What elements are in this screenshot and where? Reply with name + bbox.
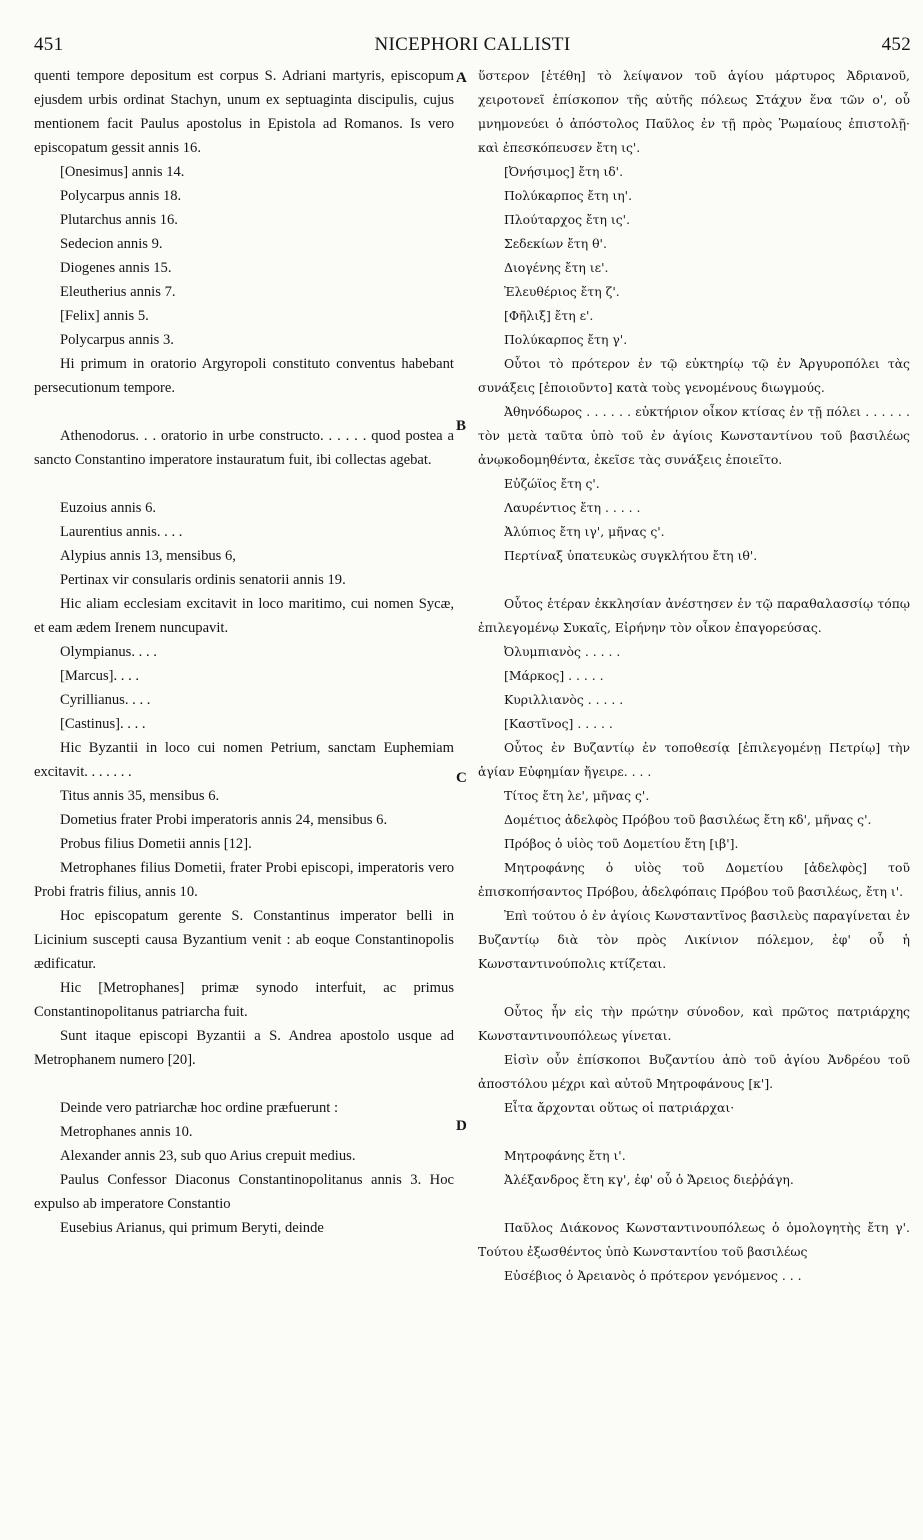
latin-paragraph: Alypius annis 13, mensibus 6, bbox=[60, 548, 236, 564]
latin-paragraph: [Felix] annis 5. bbox=[60, 308, 149, 324]
margin-letter-b: B bbox=[456, 418, 467, 434]
greek-paragraph: Δομέτιος ἀδελφὸς Πρόβου τοῦ βασιλέως ἔτη κδ', μῆνας ς'. bbox=[504, 812, 872, 827]
greek-paragraph: Πολύκαρπος ἔτη ιη'. bbox=[504, 188, 633, 203]
greek-paragraph: Ἀλέξανδρος ἔτη κγ', ἐφ' οὗ ὁ Ἄρειος διεῤῥάγη. bbox=[504, 1172, 794, 1187]
latin-paragraph: [Castinus]. . . . bbox=[60, 716, 146, 732]
greek-paragraph: Ἀλύπιος ἔτη ιγ', μῆνας ς'. bbox=[504, 524, 665, 539]
paragraph-gap bbox=[478, 1120, 910, 1144]
page-header bbox=[34, 34, 911, 62]
margin-letter-a: A bbox=[456, 70, 467, 86]
latin-column bbox=[34, 64, 454, 1520]
latin-paragraph: Eusebius Arianus, qui primum Beryti, deinde bbox=[60, 1220, 324, 1236]
greek-column bbox=[478, 64, 910, 1520]
greek-paragraph: Παῦλος Διάκονος Κωνσταντινουπόλεως ὁ ὁμολογητὴς ἔτη γ'. Τούτου ἐξωσθέντος ὑπὸ Κωνσταντίου τοῦ βασιλέως bbox=[478, 1220, 910, 1259]
greek-paragraph: Ἀθηνόδωρος . . . . . . εὐκτήριον οἶκον κτίσας ἐν τῇ πόλει . . . . . . τὸν μετὰ ταῦτα ὑπὸ τοῦ ἐν ἁγίοις Κωνσταντίνου τοῦ βασιλέως ἀνῳκοδομηθέντα, ἐκεῖσε τὰς συνάξεις ἐποιεῖτο. bbox=[478, 404, 910, 467]
greek-paragraph: [Ὀνήσιμος] ἔτη ιδ'. bbox=[504, 164, 624, 179]
greek-paragraph: Ὀλυμπιανὸς . . . . . bbox=[504, 644, 621, 659]
latin-paragraph: Alexander annis 23, sub quo Arius crepuit medius. bbox=[60, 1148, 356, 1164]
latin-paragraph: Hi primum in oratorio Argyropoli constituto conventus habebant persecutionum tempore. bbox=[34, 356, 454, 396]
greek-paragraph: Λαυρέντιος ἔτη . . . . . bbox=[504, 500, 641, 515]
latin-paragraph: Pertinax vir consularis ordinis senatorii annis 19. bbox=[60, 572, 346, 588]
latin-paragraph: Hic aliam ecclesiam excitavit in loco maritimo, cui nomen Sycæ, et eam ædem Irenem nuncupavit. bbox=[34, 596, 454, 636]
latin-paragraph: Cyrillianus. . . . bbox=[60, 692, 151, 708]
paragraph-gap bbox=[34, 1072, 454, 1096]
greek-paragraph: Εὐζώϊος ἔτη ς'. bbox=[504, 476, 600, 491]
latin-paragraph: Plutarchus annis 16. bbox=[60, 212, 178, 228]
running-title: NICEPHORI CALLISTI bbox=[374, 34, 571, 55]
latin-paragraph: Dometius frater Probi imperatoris annis 24, mensibus 6. bbox=[60, 812, 388, 828]
paragraph-gap bbox=[34, 472, 454, 496]
greek-paragraph: Μητροφάνης ἔτη ι'. bbox=[504, 1148, 626, 1163]
latin-paragraph: Eleutherius annis 7. bbox=[60, 284, 176, 300]
latin-paragraph: Laurentius annis. . . . bbox=[60, 524, 183, 540]
greek-paragraph: Οὗτοι τὸ πρότερον ἐν τῷ εὐκτηρίῳ τῷ ἐν Ἀργυροπόλει τὰς συνάξεις [ἐποιοῦντο] κατὰ τοὺς γενομένους διωγμούς. bbox=[478, 356, 910, 395]
latin-paragraph: Athenodorus. . . oratorio in urbe constructo. . . . . . quod postea a sancto Constantino imperatore instauratum fuit, ibi collectas agebat. bbox=[34, 428, 454, 468]
greek-paragraph: [Καστῖνος] . . . . . bbox=[504, 716, 613, 731]
latin-paragraph: Hic [Metrophanes] primæ synodo interfuit, ac primus Constantinopolitanus patriarcha fuit. bbox=[34, 980, 454, 1020]
latin-paragraph: Olympianus. . . . bbox=[60, 644, 157, 660]
latin-paragraph: Hoc episcopatum gerente S. Constantinus imperator belli in Licinium suscepti causa Byzantium venit : ab eoque Constantinopolis ædificatur. bbox=[34, 908, 454, 972]
latin-paragraph: [Onesimus] annis 14. bbox=[60, 164, 185, 180]
greek-paragraph: Οὗτος ἑτέραν ἐκκλησίαν ἀνέστησεν ἐν τῷ παραθαλασσίῳ τόπῳ ἐπιλεγομένῳ Συκαῖς, Εἰρήνην τὸν οἶκον ἐπαγορεύσας. bbox=[478, 596, 910, 635]
greek-paragraph: Πολύκαρπος ἔτη γ'. bbox=[504, 332, 628, 347]
latin-paragraph: [Marcus]. . . . bbox=[60, 668, 140, 684]
greek-paragraph: Σεδεκίων ἔτη θ'. bbox=[504, 236, 607, 251]
latin-paragraph: Sedecion annis 9. bbox=[60, 236, 163, 252]
latin-paragraph: Diogenes annis 15. bbox=[60, 260, 172, 276]
greek-paragraph: Εἰσὶν οὖν ἐπίσκοποι Βυζαντίου ἀπὸ τοῦ ἁγίου Ἀνδρέου τοῦ ἀποστόλου μέχρι καὶ αὐτοῦ Μητροφάνους [κ']. bbox=[478, 1052, 910, 1091]
latin-paragraph: quenti tempore depositum est corpus S. Adriani martyris, episcopum ejusdem urbis ordinat Stachyn, unum ex septuaginta discipulis, cujus mentionem facit Paulus apostolus in Epistola ad Romanos. Is vero episcopatum gessit annis 16. bbox=[34, 68, 454, 156]
paragraph-gap bbox=[478, 568, 910, 592]
greek-paragraph: [Μάρκος] . . . . . bbox=[504, 668, 604, 683]
latin-paragraph: Polycarpus annis 3. bbox=[60, 332, 174, 348]
latin-paragraph: Sunt itaque episcopi Byzantii a S. Andrea apostolo usque ad Metrophanem numero [20]. bbox=[34, 1028, 454, 1068]
latin-paragraph: Polycarpus annis 18. bbox=[60, 188, 182, 204]
greek-paragraph: [Φῆλιξ] ἔτη ε'. bbox=[504, 308, 594, 323]
latin-paragraph: Euzoius annis 6. bbox=[60, 500, 157, 516]
greek-paragraph: Πλούταρχος ἔτη ις'. bbox=[504, 212, 631, 227]
greek-paragraph: Μητροφάνης ὁ υἱὸς τοῦ Δομετίου [ἀδελφὸς] τοῦ ἐπισκοπήσαντος Πρόβου, ἀδελφόπαις Πρόβου τοῦ βασιλέως, ἔτη ι'. bbox=[478, 860, 910, 899]
paragraph-gap bbox=[478, 1192, 910, 1216]
margin-letter-d: D bbox=[456, 1118, 467, 1134]
greek-paragraph: Περτίναξ ὑπατευκὼς συγκλήτου ἔτη ιθ'. bbox=[504, 548, 758, 563]
greek-paragraph: Εὐσέβιος ὁ Ἀρειανὸς ὁ πρότερον γενόμενος . . . bbox=[504, 1268, 802, 1283]
greek-paragraph: ὕστερον [ἐτέθη] τὸ λείψανον τοῦ ἁγίου μάρτυρος Ἀδριανοῦ, χειροτονεῖ ἐπίσκοπον τῆς αὐτῆς πόλεως Στάχυν ἕνα τῶν ο', οὗ μνημονεύει ὁ ἀπόστολος Παῦλος ἐν τῇ πρὸς Ῥωμαίους ἐπιστολῇ· καὶ ἐπεσκόπευσεν ἔτη ις'. bbox=[478, 68, 910, 155]
greek-paragraph: Πρόβος ὁ υἱὸς τοῦ Δομετίου ἔτη [ιβ']. bbox=[504, 836, 739, 851]
greek-paragraph: Ἐλευθέριος ἔτη ζ'. bbox=[504, 284, 620, 299]
latin-paragraph: Titus annis 35, mensibus 6. bbox=[60, 788, 220, 804]
paragraph-gap bbox=[34, 400, 454, 424]
latin-paragraph: Probus filius Dometii annis [12]. bbox=[60, 836, 252, 852]
greek-paragraph: Εἶτα ἄρχονται οὕτως οἱ πατριάρχαι· bbox=[504, 1100, 735, 1115]
greek-paragraph: Ἐπὶ τούτου ὁ ἐν ἁγίοις Κωνσταντῖνος βασιλεὺς παραγίνεται ἐν Βυζαντίῳ διὰ τὸν πρὸς Λικίνιον πόλεμον, ἐφ' οὗ ἡ Κωνσταντινούπολις κτίζεται. bbox=[478, 908, 910, 971]
latin-paragraph: Metrophanes annis 10. bbox=[60, 1124, 193, 1140]
latin-paragraph: Deinde vero patriarchæ hoc ordine præfuerunt : bbox=[60, 1100, 338, 1116]
page-number-right: 452 bbox=[881, 34, 911, 55]
greek-paragraph: Οὗτος ἦν εἰς τὴν πρώτην σύνοδον, καὶ πρῶτος πατριάρχης Κωνσταντινουπόλεως γίνεται. bbox=[478, 1004, 910, 1043]
latin-paragraph: Metrophanes filius Dometii, frater Probi episcopi, imperatoris vero Probi fratris filius, annis 10. bbox=[34, 860, 454, 900]
greek-paragraph: Διογένης ἔτη ιε'. bbox=[504, 260, 609, 275]
greek-paragraph: Κυριλλιανὸς . . . . . bbox=[504, 692, 624, 707]
margin-letter-c: C bbox=[456, 770, 467, 786]
paragraph-gap bbox=[478, 976, 910, 1000]
greek-paragraph: Οὗτος ἐν Βυζαντίῳ ἐν τοποθεσίᾳ [ἐπιλεγομένῃ Πετρίῳ] τὴν ἁγίαν Εὐφημίαν ἤγειρε. . . . bbox=[478, 740, 910, 779]
latin-paragraph: Hic Byzantii in loco cui nomen Petrium, sanctam Euphemiam excitavit. . . . . . . bbox=[34, 740, 454, 780]
greek-paragraph: Τίτος ἔτη λε', μῆνας ς'. bbox=[504, 788, 650, 803]
latin-paragraph: Paulus Confessor Diaconus Constantinopolitanus annis 3. Hoc expulso ab imperatore Constantio bbox=[34, 1172, 454, 1212]
page-number-left: 451 bbox=[34, 34, 64, 55]
